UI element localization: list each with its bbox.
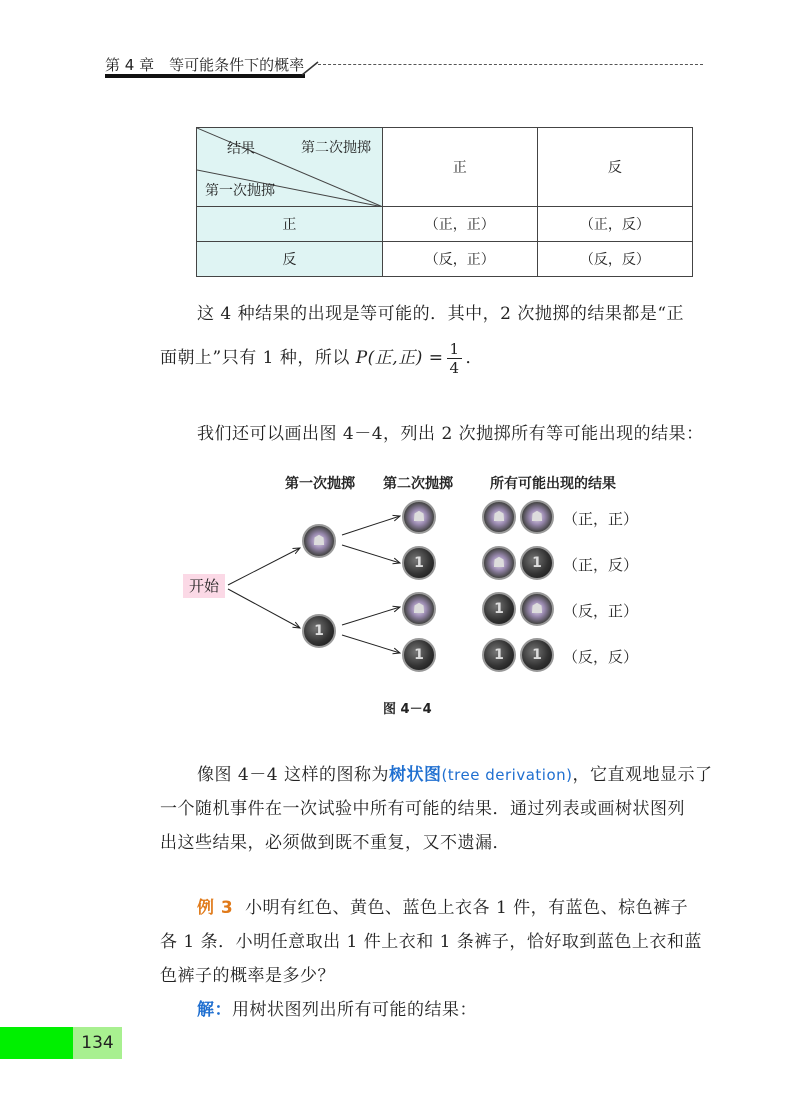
coin-heads-icon: ☗ (520, 500, 554, 534)
corner-second-label: 第二次抛掷 (301, 140, 371, 156)
tree-head-results: 所有可能出现的结果 (490, 476, 616, 492)
page-number: 134 (73, 1027, 122, 1059)
coin-tails-icon: 1 (402, 638, 436, 672)
para3-line3: 出这些结果，必须做到既不重复，又不遗漏． (160, 833, 510, 853)
coin-heads-icon: ☗ (402, 592, 436, 626)
fraction-numerator: 1 (449, 340, 460, 358)
coin-heads-icon: ☗ (302, 524, 336, 558)
coin-tails-icon: 1 (520, 638, 554, 672)
tree-head-second: 第二次抛掷 (383, 476, 453, 492)
probability-expression: P(正,正) = (355, 348, 444, 368)
solution-text: 用树状图列出所有可能的结果： (232, 1000, 477, 1020)
table-cell: （反，正） (382, 242, 537, 277)
figure-caption: 图 4－4 (383, 702, 432, 717)
coin-heads-icon: ☗ (482, 546, 516, 580)
branch-heads-tails (342, 545, 400, 563)
table-cell: （正，正） (382, 207, 537, 242)
example-line2: 各 1 条．小明任意取出 1 件上衣和 1 条裤子，恰好取到蓝色上衣和蓝 (160, 932, 702, 952)
para3-line1-post: ，它直观地显示了 (572, 765, 713, 785)
solution-label: 解： (197, 1000, 232, 1020)
result-label: （反，反） (563, 648, 639, 666)
result-label: （反，正） (563, 602, 639, 620)
example-line1-text: 小明有红色、黄色、蓝色上衣各 1 件，有蓝色、棕色裤子 (245, 898, 689, 918)
branch-tails-tails (342, 635, 400, 653)
solution-line (197, 993, 477, 1027)
table-cell: （正，反） (537, 207, 692, 242)
branch-tails-heads (342, 607, 400, 625)
branch-start-tails (228, 589, 300, 628)
col-head-heads: 正 (382, 128, 537, 207)
coin-tails-icon: 1 (302, 614, 336, 648)
example-line3: 色裤子的概率是多少？ (160, 966, 335, 986)
para1-line2-pre: 面朝上”只有 1 种，所以 (160, 348, 356, 368)
branch-start-heads (228, 548, 300, 585)
example-label: 例 3 (197, 898, 234, 918)
para3-line1-pre: 像图 4－4 这样的图称为 (197, 765, 389, 785)
col-head-tails: 反 (537, 128, 692, 207)
example-line1 (197, 891, 688, 925)
coin-tails-icon: 1 (482, 638, 516, 672)
para3-line1 (197, 758, 713, 792)
para1-line1: 这 4 种结果的出现是等可能的．其中，2 次抛掷的结果都是“正 (197, 304, 685, 324)
coin-heads-icon: ☗ (482, 500, 516, 534)
tree-head-first: 第一次抛掷 (285, 476, 355, 492)
coin-tails-icon: 1 (402, 546, 436, 580)
term-tree-diagram: 树状图 (388, 765, 442, 785)
para1-line2-post: ． (465, 348, 484, 368)
result-label: （正，反） (563, 556, 639, 574)
result-label: （正，正） (563, 510, 639, 528)
para3-line2: 一个随机事件在一次试验中所有可能的结果．通过列表或画树状图列 (160, 799, 685, 819)
corner-first-label: 第一次抛掷 (205, 183, 275, 199)
table-cell: （反，反） (537, 242, 692, 277)
row-head: 正 (197, 207, 383, 242)
para2: 我们还可以画出图 4－4，列出 2 次抛掷所有等可能出现的结果： (197, 424, 704, 444)
start-node: 开始 (183, 574, 225, 598)
coin-tails-icon: 1 (482, 592, 516, 626)
term-english: (tree derivation) (441, 766, 573, 784)
branch-heads-heads (342, 516, 400, 535)
coin-heads-icon: ☗ (402, 500, 436, 534)
coin-tails-icon: 1 (520, 546, 554, 580)
coin-heads-icon: ☗ (520, 592, 554, 626)
corner-result-label: 结果 (227, 141, 255, 157)
chapter-header: 第 4 章 等可能条件下的概率 (105, 56, 305, 74)
fraction-denominator: 4 (449, 359, 460, 377)
row-head: 反 (197, 242, 383, 277)
